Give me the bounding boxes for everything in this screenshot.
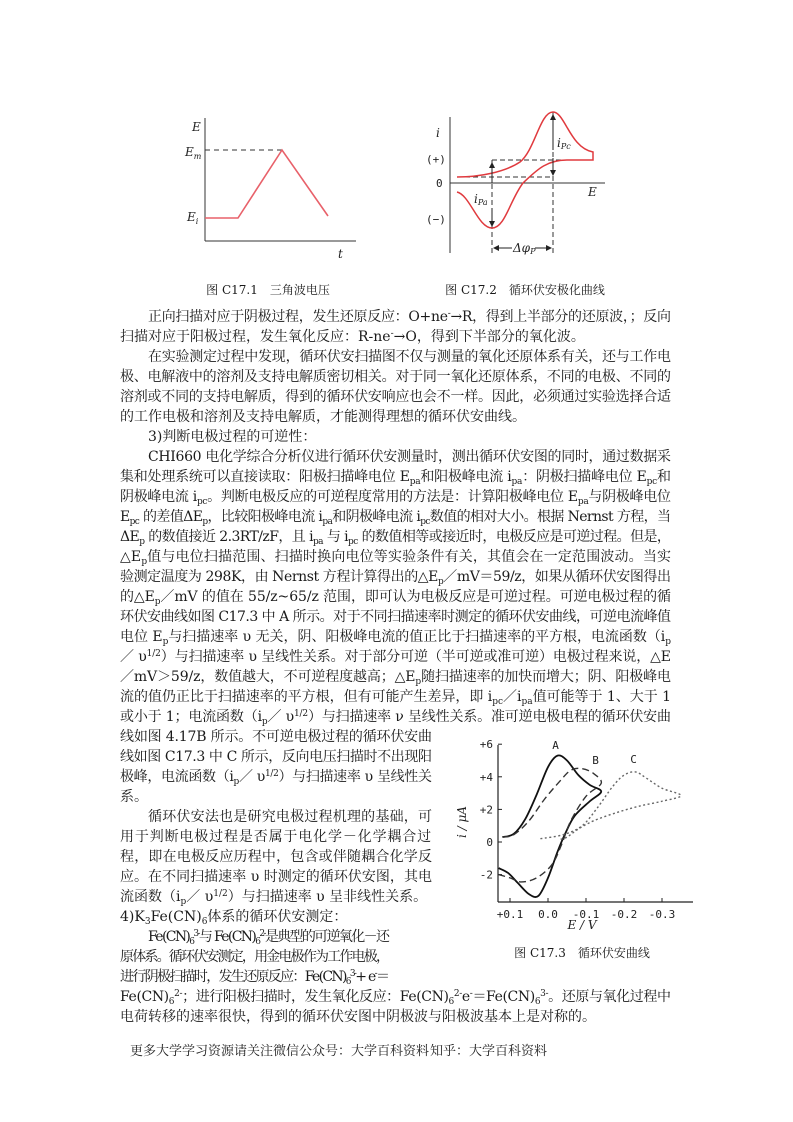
series-C-curve (540, 772, 681, 840)
text-segment: 6 (534, 997, 541, 1007)
text-segment: 4)K (120, 909, 145, 925)
text-segment: ／mV＝59/z，如果从循环伏安图得出 (443, 569, 671, 585)
text-segment: 和 (656, 469, 671, 485)
em-label: $E_m$ (185, 145, 202, 161)
text-segment: ／ υ (238, 769, 265, 785)
figure2-caption: 图 C17.2 循环伏安极化曲线 (445, 283, 605, 297)
text-segment: 1/2 (146, 649, 161, 659)
text-segment: p (415, 677, 422, 687)
text-segment: pc (420, 517, 430, 527)
text-segment: pc (646, 477, 657, 487)
series-label: A (552, 739, 559, 753)
series-A-curve (499, 755, 602, 897)
text-segment: p (665, 637, 672, 647)
text-segment: 系。 (120, 789, 148, 805)
x-tick-label: -0.1 (572, 908, 600, 921)
text-segment: 和阳极峰电流 i (420, 469, 512, 485)
plus-label: (+) (426, 153, 446, 166)
text-segment: 电荷转移的速率很快，得到的循环伏安图中阴极波与阳极波基本上是对称的。 (120, 1009, 596, 1025)
ei-label: $E_i$ (187, 210, 199, 226)
text-segment: ）与扫描速率 υ 呈线性关 (278, 769, 432, 785)
text-segment: p (233, 777, 239, 787)
text-segment: 2- (259, 929, 265, 939)
text-segment: Fe(CN) (148, 929, 190, 945)
text-segment: 流函数（i (120, 889, 181, 905)
text-segment: 进行阴极扫描时，发生还原反应：Fe(CN) (120, 969, 346, 985)
text-segment: 极、电解液中的溶剂及支持电解质密切相关。对于同一氧化还原体系，不同的电极、不同的 (120, 369, 671, 385)
text-segment: 值可能等于 1、大于 1 (532, 689, 671, 705)
text-segment: 或小于 1；电流函数（i (120, 709, 262, 725)
x-axis-label: E (588, 185, 597, 199)
text-segment: pc (492, 697, 504, 707)
text-segment: p (437, 577, 444, 587)
text-segment: 与 Fe(CN) (198, 929, 256, 945)
text-segment: 3- (193, 929, 199, 939)
text-segment: 6 (201, 917, 208, 927)
text-segment: →O，得到下半部分的氧化波。 (393, 329, 585, 345)
text-segment: pc (196, 497, 208, 507)
text-segment: ＝Fe(CN) (472, 989, 535, 1005)
text-segment: 的△E (120, 589, 155, 605)
delta-phi-label: ΔφP (513, 241, 536, 256)
text-segment: 程，即在电极反应历程中，包含或伴随耦合化学反 (120, 849, 433, 865)
text-segment: Fe(CN) (120, 989, 169, 1005)
text-segment: 随扫描速率的加快而增大；阴、阳极峰电 (421, 669, 671, 685)
text-segment: ／ υ (186, 889, 214, 905)
text-segment: 验测定温度为 298K，由 Nernst 方程计算得出的△E (120, 569, 438, 585)
y-axis-label: i / μA (455, 806, 469, 838)
text-segment: 2- (453, 989, 462, 999)
text-segment: 数值的相对大小。根据 Nernst 方程，当 (429, 509, 671, 525)
text-segment: - (374, 969, 376, 979)
text-segment: p (180, 897, 187, 907)
text-segment: ΔE (120, 529, 140, 545)
text-segment: ；进行阳极扫描时，发生氧化反应：Fe(CN) (182, 989, 449, 1005)
text-segment: 1/2 (213, 889, 228, 899)
text-segment: E (120, 509, 130, 525)
text-segment: 。还原与氧化过程中 (548, 989, 671, 1005)
y-tick-label: -2 (479, 868, 493, 882)
text-segment: 和阴极峰电流 i (332, 509, 421, 525)
text-segment: 集和处理系统可以直接读取：阳极扫描峰电位 E (120, 469, 410, 485)
text-segment: 极峰，电流函数（i (120, 769, 234, 785)
text-segment: 的工作电极和溶剂及支持电解质，才能测得理想的循环伏安曲线。 (120, 409, 526, 425)
text-segment: ）与扫描速率 ν 呈线性关系。准可逆电极电程的循环伏安曲 (307, 709, 671, 725)
text-segment: pa (577, 497, 589, 507)
text-segment: 3 (144, 917, 151, 927)
text-segment: 3)判断电极过程的可逆性： (148, 429, 317, 445)
text-segment: p (202, 517, 208, 527)
text-segment: 线如图 4.17B 所示。不可逆电极过程的循环伏安曲 (120, 729, 432, 745)
text-segment: pa (521, 697, 533, 707)
text-segment: ）与扫描速率 υ 呈线性关系。对于部分可逆（半可逆或准可逆）电极过程来说，△E (160, 649, 671, 665)
text-segment: - (469, 989, 473, 999)
text-segment: 线如图 C17.3 中 C 所示，反向电压扫描时不出现阳 (120, 749, 432, 765)
y-axis-label: i (436, 126, 440, 140)
text-segment: ／i (503, 689, 522, 705)
y-tick-label: 0 (486, 836, 493, 849)
text-segment: 循环伏安法也是研究电极过程机理的基础，可 (148, 809, 433, 825)
text-segment: 与 i (322, 529, 349, 545)
text-segment: 6 (345, 977, 350, 987)
text-segment: 体系的循环伏安测定： (207, 909, 348, 925)
footer-left: 更多大学学习资源请关注微信公众号：大学百科资料 (130, 1044, 430, 1059)
text-segment: - (447, 309, 451, 319)
x-axis-label: t (338, 247, 343, 261)
text-segment: pc (129, 517, 140, 527)
ipc-label: iPc (557, 136, 571, 151)
text-segment: Fe(CN) (150, 909, 202, 925)
text-segment: 。判断电极反应的可逆程度常用的方法是：计算阳极峰电位 E (207, 489, 578, 505)
series-B-curve (499, 768, 602, 882)
text-segment: 溶剂或不同的支持电解质，得到的循环伏安响应也会不一样。因此，必须通过实验选择合适 (120, 389, 671, 405)
text-segment: e (461, 989, 470, 1005)
text-segment: p (162, 637, 169, 647)
text-segment: 值与电位扫描范围、扫描时换向电位等实验条件有关，其值会在一定范围波动。当实 (147, 549, 672, 565)
text-segment: 6 (168, 997, 175, 1007)
text-segment: 是典型的可逆氧化－还 (264, 929, 389, 945)
text-segment: 扫描对应于阳极过程，发生氧化反应：R-ne (120, 329, 391, 345)
text-segment: pa (511, 477, 523, 487)
ipa-label: iPa (474, 192, 488, 207)
text-segment: p (261, 717, 268, 727)
text-segment: 正向扫描对应于阴极过程，发生还原反应：O+ne (148, 309, 448, 325)
text-segment: pa (409, 477, 421, 487)
x-tick-label: +0.1 (496, 908, 524, 921)
text-segment: pa (312, 537, 323, 547)
text-segment: 的数值相等或接近时，电极反应是可逆过程。但是， (357, 529, 671, 545)
y-tick-label: +4 (479, 770, 493, 784)
text-segment: ：阴极扫描峰电位 E (522, 469, 647, 485)
text-segment: 的数值接近 2.3RT/zF，且 i (144, 529, 313, 545)
text-segment: 电位 E (120, 629, 163, 645)
text-segment: pa (322, 517, 333, 527)
x-tick-label: -0.2 (610, 908, 638, 921)
text-segment: - (390, 329, 394, 339)
text-segment: 的差值ΔE (139, 509, 203, 525)
x-tick-label: -0.3 (648, 908, 676, 921)
y-tick-label: +6 (479, 738, 493, 752)
text-segment: 流的值仍正比于扫描速率的平方根，但有可能产生差异，即 i (120, 689, 493, 705)
text-segment: 原体系。循环伏安测定，用金电极作为工作电极， (120, 949, 389, 965)
text-segment: 在实验测定过程中发现，循环伏安扫描图不仅与测量的氧化还原体系有关，还与工作电 (148, 349, 671, 365)
text-segment: ，比较阳极峰电流 i (207, 509, 323, 525)
y-axis-label: E (192, 120, 201, 134)
text-segment: 1/2 (264, 769, 279, 779)
x-tick-label: 0.0 (538, 908, 558, 921)
text-segment: ／ υ (267, 709, 294, 725)
text-segment: p (139, 537, 145, 547)
series-label: C (630, 752, 637, 766)
footer-right: 知乎：大学百科资料 (430, 1044, 548, 1059)
text-segment: 2- (174, 989, 183, 999)
chart-caption: 图 C17.3 循环伏安曲线 (514, 946, 650, 960)
y-tick-label: +2 (479, 803, 493, 817)
text-segment: 应。在不同扫描速率 υ 时测定的循环伏安图，其电 (120, 869, 433, 885)
text-segment: pc (348, 537, 358, 547)
text-segment: CHI660 电化学综合分析仪进行循环伏安测量时，测出循环伏安图的同时，通过数据采 (148, 449, 671, 465)
zero-label: 0 (436, 177, 443, 190)
text-segment: ／ υ (120, 649, 147, 665)
text-segment: 3- (349, 969, 356, 979)
text-segment: ／mV＞59/z，数值越大，不可逆程度越高；△E (120, 669, 416, 685)
text-segment: p (141, 557, 148, 567)
text-segment: 与阴极峰电位 (588, 489, 671, 505)
text-segment: △E (120, 549, 142, 565)
figure1-caption: 图 C17.1 三角波电压 (206, 283, 330, 297)
text-segment: 用于判断电极过程是否属于电化学－化学耦合过 (120, 829, 432, 845)
text-segment: ＝ (376, 969, 389, 985)
text-segment: p (154, 597, 161, 607)
text-segment: 6 (448, 997, 454, 1007)
text-segment: ／mV 的值在 55/z~65/z 范围，即可认为电极反应是可逆过程。可逆电极过程的循 (160, 589, 671, 605)
text-segment: + e (355, 969, 375, 985)
text-segment: →R，得到上半部分的还原波，；反向 (450, 309, 671, 325)
text-segment: 1/2 (293, 709, 308, 719)
text-segment: ）与扫描速率 υ 呈非线性关系。 (227, 889, 428, 905)
minus-label: (−) (426, 213, 446, 226)
x-axis-label: E / V (567, 918, 597, 932)
text-segment: 3- (540, 989, 549, 999)
text-segment: 与扫描速率 υ 无关，阴、阳极峰电流的值正比于扫描速率的平方根，电流函数（i (168, 629, 666, 645)
text-segment: 环伏安曲线如图 C17.3 中 A 所示。对于不同扫描速率时测定的循环伏安曲线，可逆电流峰值 (120, 609, 671, 625)
series-label: B (592, 753, 599, 767)
text-segment: 6 (255, 937, 260, 947)
text-segment: 6 (189, 937, 194, 947)
text-segment: 阴极峰电流 i (120, 489, 197, 505)
